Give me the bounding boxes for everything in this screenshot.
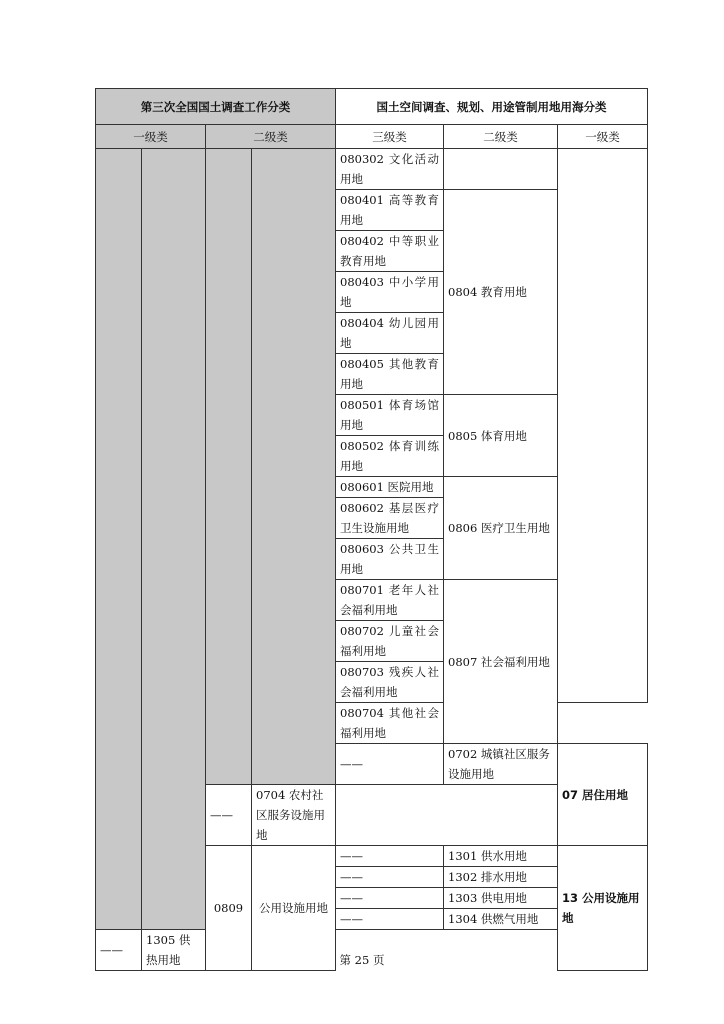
l3-cell: 080501 体育场馆用地	[336, 395, 444, 436]
l2-cell: 0804 教育用地	[444, 190, 558, 395]
column-header-row	[96, 125, 648, 149]
l3-cell: 080405 其他教育用地	[336, 354, 444, 395]
l2-cell: 1303 供电用地	[444, 888, 558, 909]
l2-cell: 1301 供水用地	[444, 846, 558, 867]
l3-dash: ——	[336, 888, 444, 909]
col-erji-left: 二级类	[206, 125, 336, 149]
l3-dash: ——	[336, 744, 444, 785]
left-erji-a	[206, 149, 252, 785]
left-yiji-b	[142, 149, 206, 930]
l1-cell: 13 公用设施用地	[558, 846, 648, 971]
col-erji-right: 二级类	[444, 125, 558, 149]
l3-dash: ——	[206, 785, 252, 846]
l3-dash: ——	[336, 846, 444, 867]
l3-cell: 080401 高等教育用地	[336, 190, 444, 231]
l1-empty	[558, 149, 648, 703]
page-number: 第 25 页	[339, 953, 385, 967]
l3-cell: 080704 其他社会福利用地	[336, 703, 444, 744]
left-yiji-a	[96, 149, 142, 930]
l3-cell: 080403 中小学用地	[336, 272, 444, 313]
right-title: 国土空间调查、规划、用途管制用地用海分类	[336, 89, 648, 125]
col-sanji: 三级类	[336, 125, 444, 149]
table-header-row	[96, 89, 648, 125]
l2-cell: 1305 供热用地	[142, 930, 206, 971]
col-yiji-right: 一级类	[558, 125, 648, 149]
l3-dash: ——	[96, 930, 142, 971]
left-erji-name: 公用设施用地	[252, 846, 336, 971]
l2-cell: 1302 排水用地	[444, 867, 558, 888]
l2-cell: 0807 社会福利用地	[444, 580, 558, 744]
left-erji-code: 0809	[206, 846, 252, 971]
left-title: 第三次全国国土调查工作分类	[96, 89, 336, 125]
l2-cell: 0704 农村社区服务设施用地	[252, 785, 336, 846]
l3-cell: 080703 残疾人社会福利用地	[336, 662, 444, 703]
l3-dash: ——	[336, 867, 444, 888]
l3-cell: 080601 医院用地	[336, 477, 444, 498]
l2-cell: 1304 供燃气用地	[444, 909, 558, 930]
l3-cell: 080702 儿童社会福利用地	[336, 621, 444, 662]
col-yiji-left: 一级类	[96, 125, 206, 149]
l3-cell: 080402 中等职业教育用地	[336, 231, 444, 272]
l3-cell: 080404 幼儿园用地	[336, 313, 444, 354]
table-row	[96, 149, 648, 190]
l3-cell: 080603 公共卫生用地	[336, 539, 444, 580]
l3-cell: 080502 体育训练用地	[336, 436, 444, 477]
classification-table	[95, 88, 648, 971]
l2-cell: 0702 城镇社区服务设施用地	[444, 744, 558, 785]
l3-cell: 080302 文化活动用地	[336, 149, 444, 190]
l3-dash: ——	[336, 909, 444, 930]
l2-cell: 0806 医疗卫生用地	[444, 477, 558, 580]
l3-cell: 080602 基层医疗卫生设施用地	[336, 498, 444, 539]
left-erji-b	[252, 149, 336, 785]
l1-cell: 07 居住用地	[558, 744, 648, 846]
l3-cell: 080701 老年人社会福利用地	[336, 580, 444, 621]
l2-empty	[444, 149, 558, 190]
l2-cell: 0805 体育用地	[444, 395, 558, 477]
